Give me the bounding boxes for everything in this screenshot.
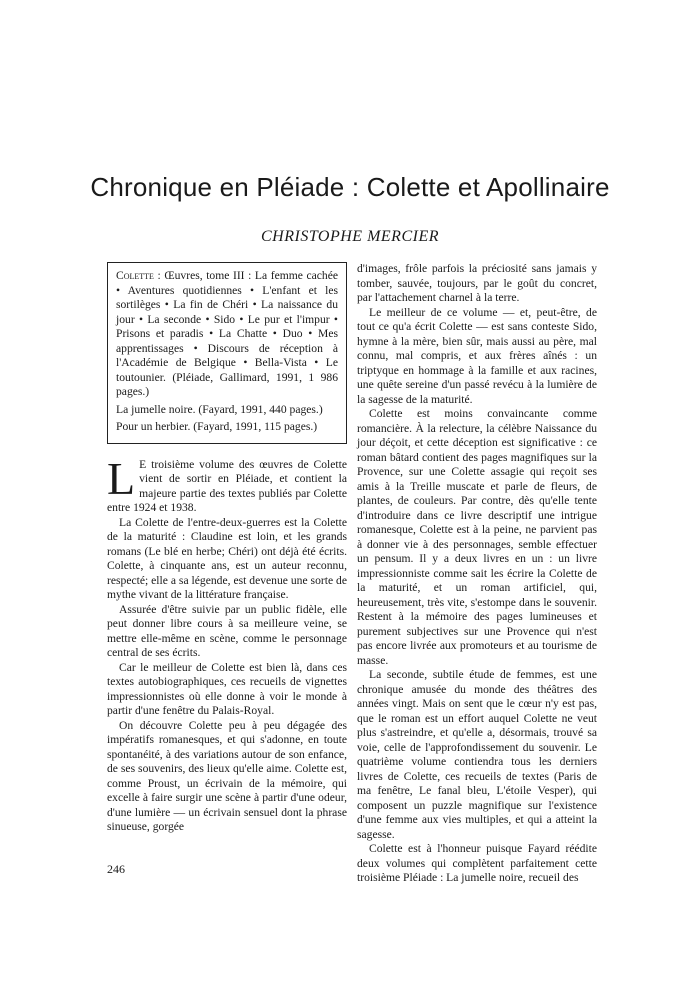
paragraph-10: Colette est à l'honneur puisque Fayard réédite deux volumes qui complètent parfaitement cette troisième Pléiade : La jumelle noire, recueil des	[357, 842, 597, 884]
paragraph-9: La seconde, subtile étude de femmes, est une chronique amusée du monde des théâtres des années vingt. Mais on sent que le cœur n'y est pas, que le roman est un effort auquel Colette ne veut plus s'astreindre, et qu'elle a, désormais, trouvé sa voie, celle de l'approfondissement du souvenir. Le quatrième volume contiendra tous les derniers livres de Colette, ces recueils de textes (Paris de ma fenêtre, Le fanal bleu, L'étoile Vesper), qui composent un puzzle magnifique sur l'existence d'une femme aux vies multiples, et qui a atteint la sagesse.	[357, 668, 597, 841]
article-title: Chronique en Pléiade : Colette et Apollinaire	[90, 172, 610, 202]
reference-entry-1	[116, 269, 338, 400]
paragraph-2: La Colette de l'entre-deux-guerres est la Colette de la maturité : Claudine est loin, et les grands romans (Le blé en herbe; Chéri) ont déjà été écrits. Colette, à cinquante ans, est un auteur reconnu, respecté; elle a sa légende, est devenue une sorte de mythe vivant de la littérature française.	[107, 515, 347, 601]
paragraph-5: On découvre Colette peu à peu dégagée des impératifs romanesques, et qui s'adonne, en toute spontanéité, à des variations autour de son enfance, de ses souvenirs, des lieux qu'elle aime. Colette est, comme Proust, un écrivain de la mémoire, qui excelle à faire surgir une scène à partir d'une odeur, d'une lumière — un écrivain sensuel dont la phrase sinueuse, gorgée	[107, 718, 347, 833]
reference-entry-1-text: : Œuvres, tome III : La femme cachée • Aventures quotidiennes • L'enfant et les sortilèges • La fin de Chéri • La naissance du jour • La seconde • Sido • Le pur et l'impur • Prisons et paradis • La Chatte • Duo • Mes apprentissages • Discours de réception à l'Académie de Belgique • Bella-Vista • Le toutounier. (Pléiade, Gallimard, 1991, 1 986 pages.)	[116, 269, 338, 398]
paragraph-7: Le meilleur de ce volume — et, peut-être, de tout ce qu'a écrit Colette — est sans conteste Sido, hymne à la mère, bien sûr, mais aussi au père, mal connu, mal compris, et aux frères aînés : un triptyque en hommage à la famille et aux racines, une quête sereine d'un passé revécu à la lumière de la sagesse de la maturité.	[357, 305, 597, 406]
left-column	[107, 262, 347, 835]
reference-box	[107, 262, 347, 444]
paragraph-1-text: E troisième volume des œuvres de Colette vient de sortir en Pléiade, et contient la majeure partie des textes publiés par Colette entre 1924 et 1938.	[107, 457, 347, 514]
paragraph-4: Car le meilleur de Colette est bien là, dans ces textes autobiographiques, ces recueils de vignettes impressionnistes où elle donne à voir le monde à partir d'une fenêtre du Palais-Royal.	[107, 660, 347, 717]
paragraph-3: Assurée d'être suivie par un public fidèle, elle peut donner libre cours à sa meilleure veine, se mettre elle-même en scène, comme le personnage central de ses écrits.	[107, 602, 347, 659]
page-number: 246	[107, 862, 125, 876]
right-column	[357, 262, 597, 886]
paragraph-8: Colette est moins convaincante comme romancière. À la relecture, la célèbre Naissance du jour déçoit, et cette déception est significative : ce roman bâtard contient des pages magnifiques sur la Provence, sur une Colette assagie qui reçoit ses amis à la Treille muscate et parle de fleurs, de plantes, de couleurs. Par contre, dès qu'elle tente d'introduire dans ce livre descriptif une intrigue romanesque, Colette est à la peine, ne parvient pas à donner vie à des personnages, semble effectuer un pensum. Il y a deux livres en un : un livre impressionniste comme sait les écrire la Colette de la maturité, et un roman artificiel, qui, heureusement, très vite, s'estompe dans le souvenir. Restent à la mémoire des pages lumineuses et purement subjectives sur une Provence qui n'est pas encore livrée aux promoteurs et au tourisme de masse.	[357, 407, 597, 667]
reference-entry-2: La jumelle noire. (Fayard, 1991, 440 pages.)	[116, 402, 323, 416]
drop-cap: L	[107, 452, 136, 504]
article-author: CHRISTOPHE MERCIER	[260, 228, 439, 245]
paragraph-6: d'images, frôle parfois la préciosité sans jamais y tomber, sauvée, toujours, par le goût du concret, par l'attachement charnel à la terre.	[357, 262, 597, 304]
reference-author: Colette	[116, 269, 154, 282]
reference-entry-3: Pour un herbier. (Fayard, 1991, 115 pages.)	[116, 420, 318, 433]
paragraph-1	[107, 452, 347, 516]
